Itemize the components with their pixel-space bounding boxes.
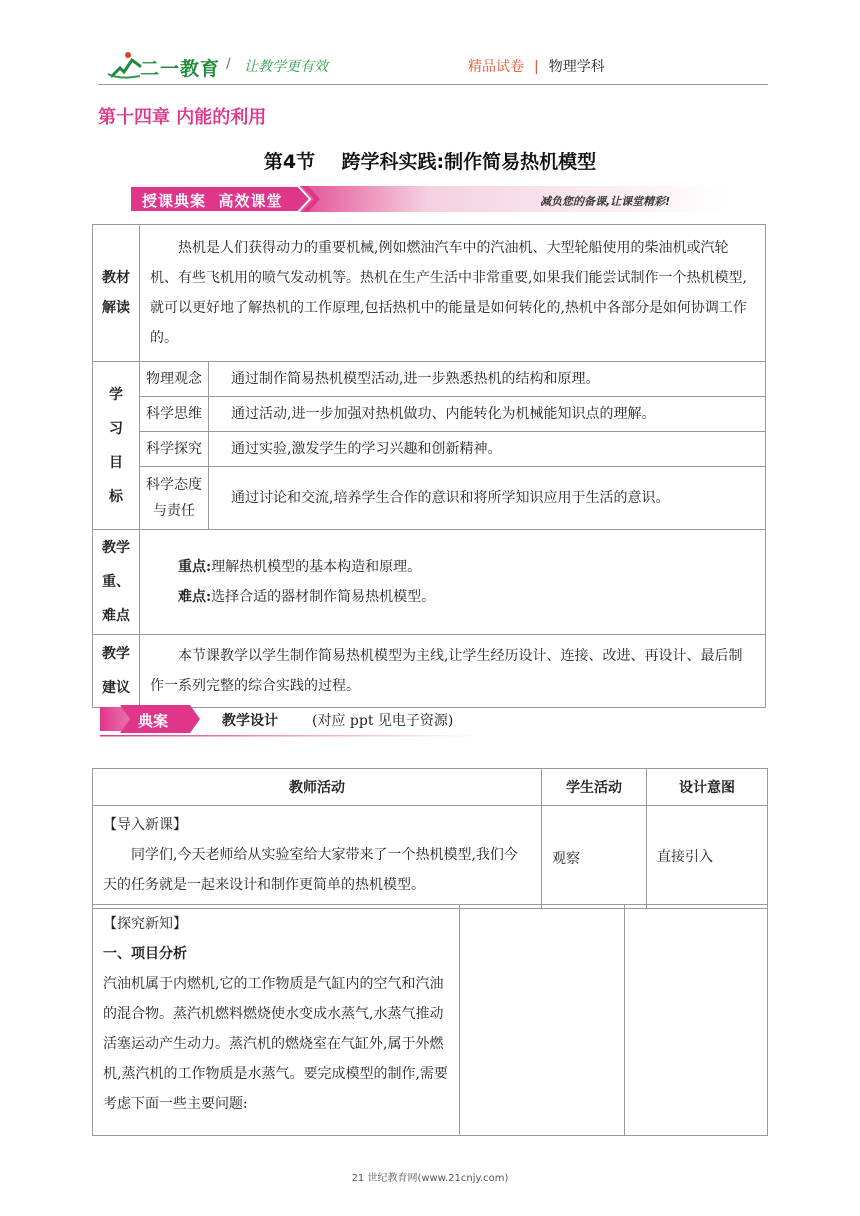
- goal-label: 物理观念: [140, 362, 209, 397]
- lesson-overview-table: [92, 224, 766, 708]
- table-row: [93, 905, 768, 1136]
- chapter-title: 第十四章 内能的利用: [98, 107, 267, 128]
- goal-text: 通过制作简易热机模型活动,进一步熟悉热机的结构和原理。: [209, 362, 766, 397]
- design-tag: 典案: [138, 712, 169, 730]
- section-title: 第4节 跨学科实践:制作简易热机模型: [263, 151, 597, 173]
- banner-label: 授课典案 高效课堂: [142, 192, 283, 210]
- jiaocai-text: 热机是人们获得动力的重要机械,例如燃油汽车中的汽油机、大型轮船使用的柴油机或汽轮机、有些飞机用的喷气发动机等。热机在生产生活中非常重要,如果我们能尝试制作一个热机模型,就可以更好地了解热机的工作原理,包括热机中的能量是如何转化的,热机中各部分是如何协调工作的。: [140, 225, 766, 362]
- goal-text: 通过活动,进一步加强对热机做功、内能转化为机械能知识点的理解。: [209, 397, 766, 432]
- banner-tagline: 减负您的备课,让课堂精彩!: [540, 195, 671, 208]
- teacher-activity: 【探究新知】 一、项目分析 汽油机属于内燃机,它的工作物质是气缸内的空气和汽油的混合物。蒸汽机燃料燃烧使水变成水蒸气,水蒸气推动活塞运动产生动力。蒸汽机的燃烧室在气缸外,属于外燃机,蒸汽机的工作物质是水蒸气。要完成模型的制作,需要考虑下面一些主要问题:: [93, 905, 460, 1136]
- table-row: [93, 362, 766, 397]
- keypoints-header: 教学 重、 难点: [93, 530, 140, 635]
- student-activity: [460, 905, 625, 1136]
- table-row: [93, 432, 766, 467]
- col-teacher: 教师活动: [93, 769, 542, 806]
- table-row: [93, 806, 768, 909]
- header-tags: [468, 56, 605, 76]
- slogan: 让教学更有效: [244, 59, 328, 75]
- design-intent: [625, 905, 768, 1136]
- design-intent: 直接引入: [647, 806, 768, 909]
- goal-text: 通过实验,激发学生的学习兴趣和创新精神。: [209, 432, 766, 467]
- teaching-design-table: [92, 768, 768, 909]
- table-row: [93, 635, 766, 708]
- logo-text: 二一教育: [140, 58, 221, 80]
- goal-label: 科学思维: [140, 397, 209, 432]
- design-note: (对应 ppt 见电子资源): [312, 713, 454, 729]
- advice-header: 教学 建议: [93, 635, 140, 708]
- table-row: [93, 225, 766, 362]
- advice-text: 本节课教学以学生制作简易热机模型为主线,让学生经历设计、连接、改进、再设计、最后制作一系列完整的综合实践的过程。: [140, 635, 766, 708]
- col-intent: 设计意图: [647, 769, 768, 806]
- teaching-design-table-cont: [92, 904, 768, 1136]
- tag-separator: |: [534, 59, 539, 75]
- tag-subject: 物理学科: [548, 59, 605, 75]
- goal-label: 科学探究: [140, 432, 209, 467]
- tag-premium: 精品试卷: [468, 59, 524, 75]
- table-header-row: [93, 769, 768, 806]
- col-student: 学生活动: [542, 769, 647, 806]
- header-divider: [98, 84, 768, 85]
- student-activity: 观察: [542, 806, 647, 909]
- footer: 21 世纪教育网(www.21cnjy.com): [351, 1173, 509, 1184]
- keypoints-text: 重点:理解热机模型的基本构造和原理。 难点:选择合适的器材制作简易热机模型。: [140, 530, 766, 635]
- table-row: [93, 530, 766, 635]
- design-title: 教学设计: [222, 713, 278, 729]
- teacher-activity: 【导入新课】 同学们,今天老师给从实验室给大家带来了一个热机模型,我们今天的任务就是一起来设计和制作更简单的热机模型。: [93, 806, 542, 909]
- jiaocai-header: 教材 解读: [93, 225, 140, 362]
- table-row: [93, 397, 766, 432]
- goal-label: 科学态度与责任: [140, 467, 209, 530]
- slogan-divider: /: [226, 56, 231, 72]
- table-row: [93, 467, 766, 530]
- goals-header: 学 习 目 标: [93, 362, 140, 530]
- goal-text: 通过讨论和交流,培养学生合作的意识和将所学知识应用于生活的意识。: [209, 467, 766, 530]
